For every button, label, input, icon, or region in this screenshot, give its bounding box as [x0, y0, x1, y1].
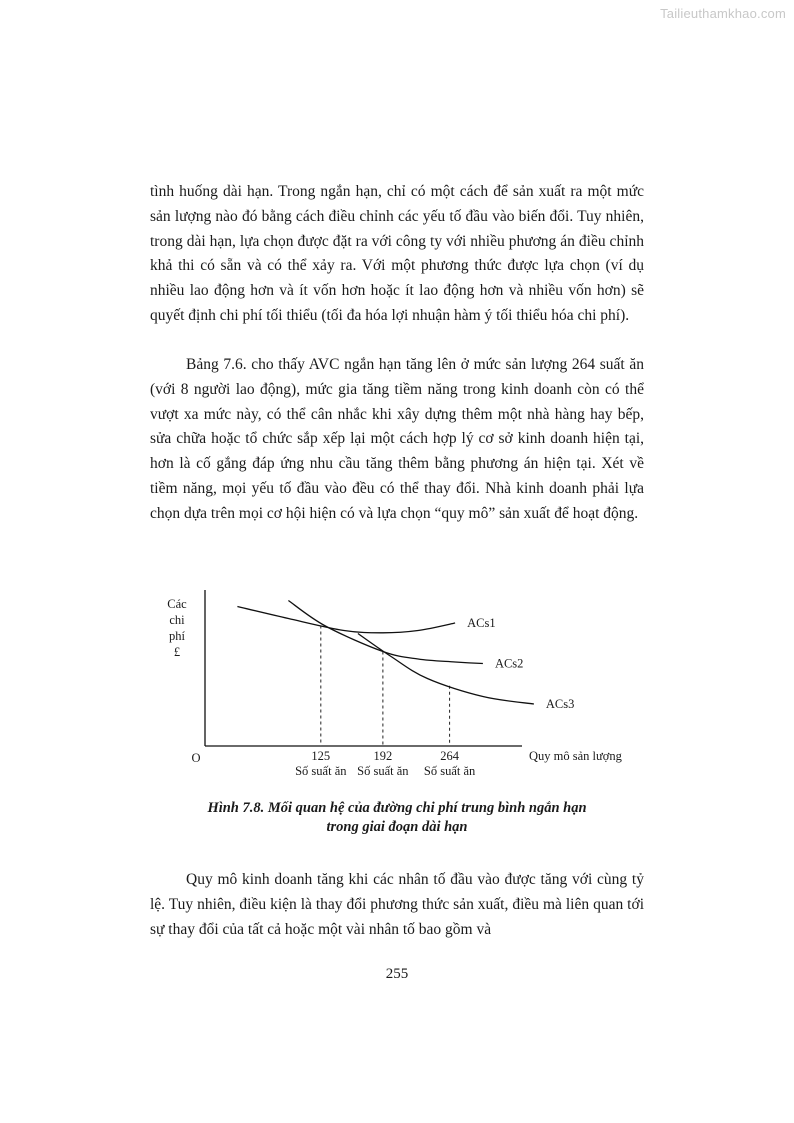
- curve-acs2: [288, 601, 483, 664]
- watermark: Tailieuthamkhao.com: [660, 6, 786, 21]
- curve-label-acs1: ACs1: [467, 616, 496, 630]
- page-number: 255: [385, 966, 409, 982]
- x-tick-label: 192: [373, 749, 393, 763]
- curve-label-acs3: ACs3: [545, 697, 575, 711]
- x-tick-label: 264: [440, 749, 459, 763]
- x-tick-sublabel: Số suất ăn: [357, 764, 409, 778]
- paragraph-1: tình huống dài hạn. Trong ngắn hạn, chỉ có một cách để sản xuất ra một mức sản lượng nào đó bằng cách điều chỉnh các yếu tố đầu vào biến đổi. Tuy nhiên, trong dài hạn, lựa chọn được đặt ra với công ty với nhiều phương án điều chỉnh khả thi có sẵn và có thể xảy ra. Với một phương thức được lựa chọn (ví dụ nhiều lao động hơn và ít vốn hơn hoặc ít lao động hơn và nhiều vốn hơn) sẽ quyết định chi phí tối thiểu (tối đa hóa lợi nhuận hàm ý tối thiểu hóa chi phí).: [150, 183, 644, 324]
- curve-acs1: [237, 607, 455, 633]
- y-axis-label-line: phí: [169, 629, 185, 643]
- y-axis-label-line: chi: [169, 613, 185, 627]
- x-axis-label: Quy mô sản lượng: [529, 749, 622, 763]
- paragraph-2: Bảng 7.6. cho thấy AVC ngắn hạn tăng lên ở mức sản lượng 264 suất ăn (với 8 người lao động), mức gia tăng tiềm năng trong kinh doanh còn có thể vượt xa mức này, có thể cân nhắc khi xây dựng thêm một nhà hàng hay bếp, sửa chữa hoặc tổ chức sắp xếp lại một cách hợp lý cơ sở kinh doanh hiện tại, hơn là cố gắng đáp ứng nhu cầu tăng thêm bằng phương án hiện tại. Xét về tiềm năng, mọi yếu tố đầu vào đều có thể thay đổi. Nhà kinh doanh phải lựa chọn dựa trên mọi cơ hội hiện có và lựa chọn “quy mô” sản xuất để hoạt động.: [150, 356, 644, 522]
- paragraph-3: Quy mô kinh doanh tăng khi các nhân tố đầu vào được tăng với cùng tỷ lệ. Tuy nhiên, điều kiện là thay đổi phương thức sản xuất, điều mà liên quan tới sự thay đổi của tất cả hoặc một vài nhân tố bao gồm và: [150, 871, 644, 938]
- origin-label: O: [191, 751, 201, 765]
- y-axis-label-line: Các: [167, 597, 187, 611]
- x-tick-sublabel: Số suất ăn: [295, 764, 347, 778]
- cost-curves-chart: [150, 578, 670, 788]
- cost-curves-figure: [150, 578, 670, 788]
- y-axis-label-line: £: [173, 645, 181, 659]
- caption-line-2: trong giai đoạn dài hạn: [326, 819, 468, 835]
- curve-label-acs2: ACs2: [494, 656, 524, 671]
- x-tick-sublabel: Số suất ăn: [423, 764, 476, 778]
- figure-caption: [150, 799, 644, 837]
- y-axis-label: [167, 597, 187, 659]
- x-tick-label: 125: [311, 749, 331, 763]
- caption-line-1: Hình 7.8. Mối quan hệ của đường chi phí trung bình ngắn hạn: [207, 800, 587, 816]
